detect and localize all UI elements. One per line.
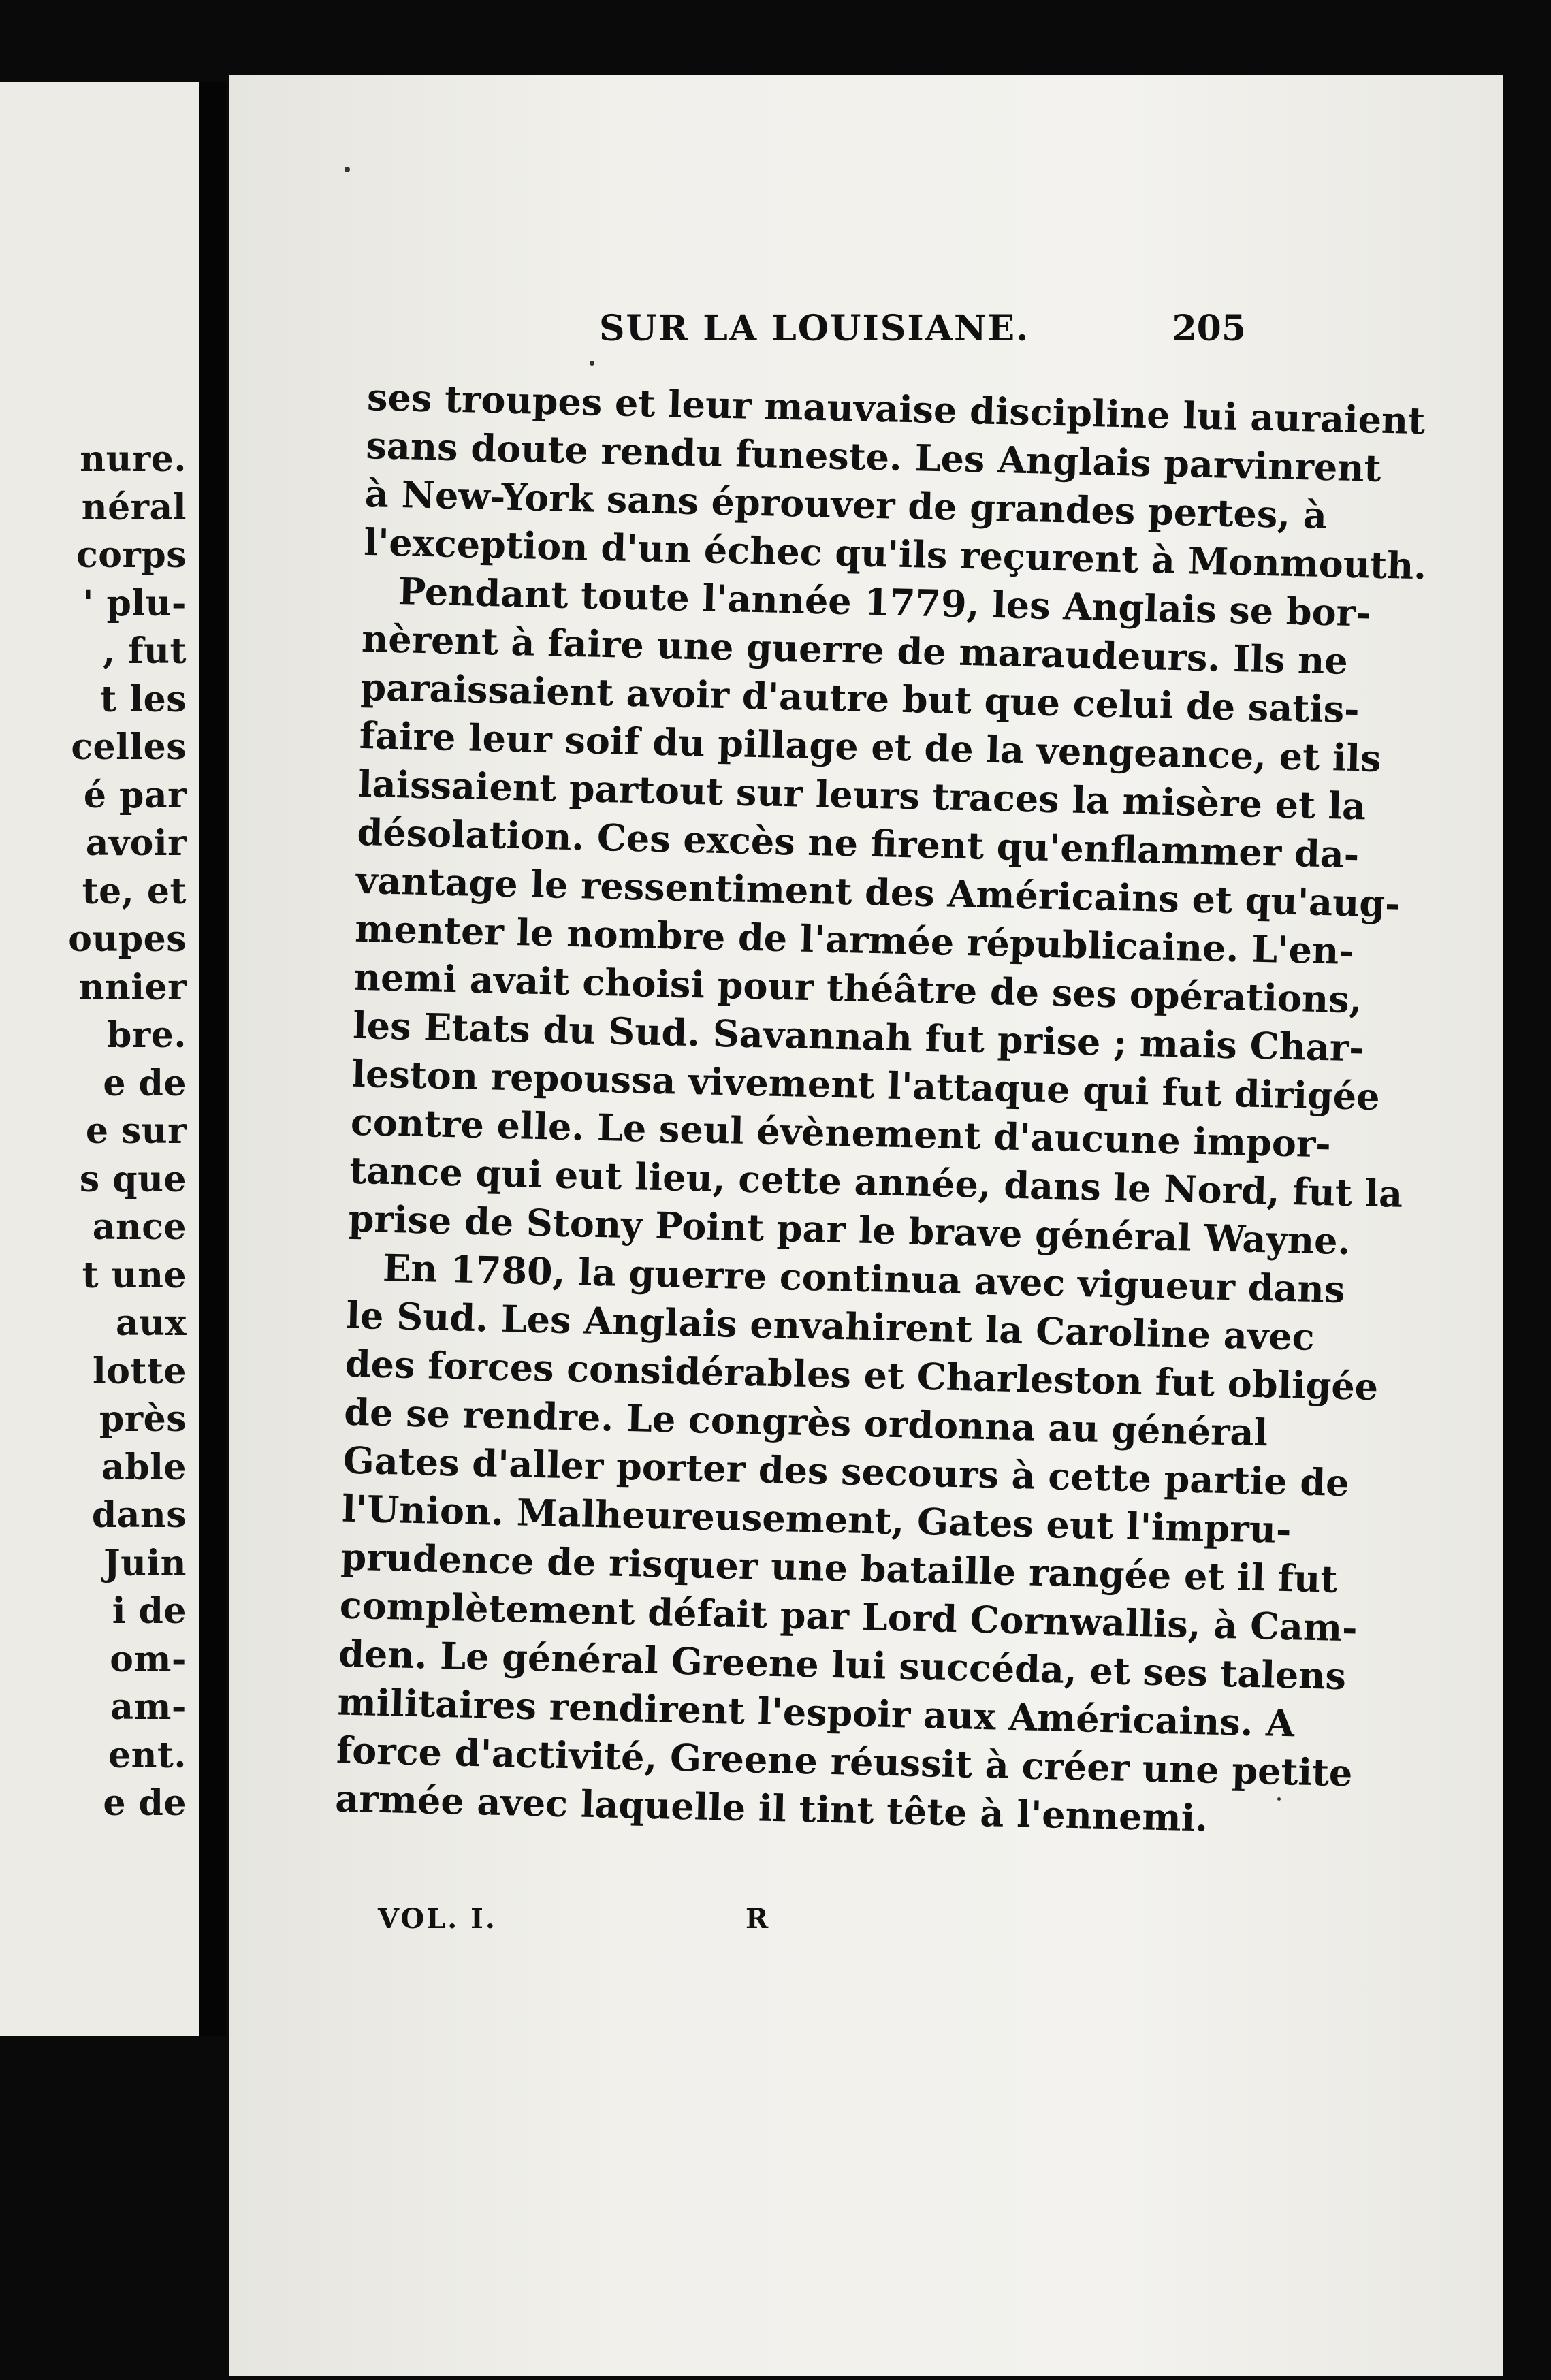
text-line: des forces considérables et Charleston fut obligée <box>345 1341 1379 1409</box>
text-line: En 1780, la guerre continua avec vigueur dans <box>382 1245 1345 1311</box>
text-line: l'exception d'un échec qu'ils reçurent à Monmouth. <box>363 519 1427 588</box>
signature-mark: R <box>746 1903 769 1935</box>
text-line: vantage le ressentiment des Américains et qu'aug- <box>355 858 1401 926</box>
left-line: corps <box>76 534 187 576</box>
left-line: om- <box>110 1638 187 1680</box>
left-page-fragment <box>0 82 199 2036</box>
left-line: près <box>99 1398 187 1440</box>
left-line: avoir <box>85 822 187 864</box>
text-line: prudence de risquer une bataille rangée et il fut <box>340 1534 1339 1601</box>
text-line: armée avec laquelle il tint tête à l'ennemi. <box>334 1776 1209 1840</box>
left-line: bre. <box>107 1014 187 1056</box>
text-line: nemi avait choisi pour théâtre de ses opérations, <box>353 954 1363 1022</box>
left-line: e de <box>103 1062 187 1104</box>
left-line: Juin <box>103 1542 187 1584</box>
text-line: leston repoussa vivement l'attaque qui fut dirigée <box>351 1051 1381 1119</box>
text-line: nèrent à faire une guerre de maraudeurs. Ils ne <box>361 616 1349 683</box>
left-line: ent. <box>108 1734 187 1776</box>
text-line: menter le nombre de l'armée républicaine. L'en- <box>354 906 1355 974</box>
left-line: é par <box>83 774 187 816</box>
left-line: nnier <box>78 966 187 1008</box>
text-line: les Etats du Sud. Savannah fut prise ; mais Char- <box>352 1003 1365 1070</box>
text-line: Gates d'aller porter des secours à cette partie de <box>342 1438 1350 1505</box>
book-gutter <box>199 82 226 2036</box>
text-line: contre elle. Le seul évènement d'aucune impor- <box>350 1099 1332 1166</box>
left-line: , fut <box>103 630 187 672</box>
left-line: celles <box>71 726 187 768</box>
left-line: am- <box>110 1686 187 1728</box>
paper-speck <box>345 167 350 172</box>
left-line: lotte <box>92 1350 187 1392</box>
left-line: ' plu- <box>82 582 187 624</box>
text-line: de se rendre. Le congrès ordonna au général <box>343 1389 1268 1455</box>
text-line: à New-York sans éprouver de grandes pertes, à <box>364 471 1328 538</box>
body-text <box>334 373 1427 1843</box>
left-line: e sur <box>85 1110 187 1152</box>
left-line: e de <box>103 1782 187 1824</box>
text-line: ses troupes et leur mauvaise discipline lui auraient <box>366 374 1426 443</box>
page-number: 205 <box>1172 308 1246 349</box>
left-line: nure. <box>80 438 187 480</box>
text-line: den. Le général Greene lui succéda, et ses talens <box>338 1631 1347 1699</box>
paper-speck <box>1277 1797 1281 1801</box>
text-line: complètement défait par Lord Cornwallis, à Cam- <box>339 1583 1358 1650</box>
text-line: tance qui eut lieu, cette année, dans le Nord, fut la <box>349 1148 1403 1216</box>
page-header <box>368 308 1246 362</box>
text-line: militaires rendirent l'espoir aux Américains. A <box>336 1679 1295 1746</box>
left-line: t les <box>100 678 187 720</box>
text-line: prise de Stony Point par le brave général Wayne. <box>348 1196 1352 1264</box>
left-page-text <box>68 436 187 1828</box>
left-line: i de <box>112 1590 187 1632</box>
running-head: SUR LA LOUISIANE. <box>599 308 1030 349</box>
text-line: l'Union. Malheureusement, Gates eut l'impru- <box>341 1486 1292 1552</box>
left-line: t une <box>82 1254 187 1296</box>
text-line: Pendant toute l'année 1779, les Anglais se bor- <box>398 569 1372 635</box>
left-line: s que <box>79 1158 187 1200</box>
text-line: désolation. Ces excès ne firent qu'enflammer da- <box>356 809 1360 877</box>
text-line: paraissaient avoir d'autre but que celui de satis- <box>359 664 1360 732</box>
text-line: force d'activité, Greene réussit à créer une petite <box>336 1728 1354 1795</box>
text-line: faire leur soif du pillage et de la vengeance, et ils <box>359 713 1382 780</box>
left-line: te, et <box>82 870 187 912</box>
volume-mark: VOL. I. <box>378 1903 497 1935</box>
left-line: ance <box>92 1206 187 1248</box>
page-footer <box>378 1903 854 1944</box>
left-line: aux <box>115 1302 187 1344</box>
text-line: le Sud. Les Anglais envahirent la Caroline avec <box>345 1293 1315 1359</box>
left-line: able <box>101 1446 187 1488</box>
left-line: oupes <box>68 918 187 960</box>
left-line: dans <box>91 1494 187 1536</box>
text-line: sans doute rendu funeste. Les Anglais parvinrent <box>365 423 1382 490</box>
left-line: néral <box>81 486 187 528</box>
text-line: laissaient partout sur leurs traces la misère et la <box>357 761 1366 829</box>
